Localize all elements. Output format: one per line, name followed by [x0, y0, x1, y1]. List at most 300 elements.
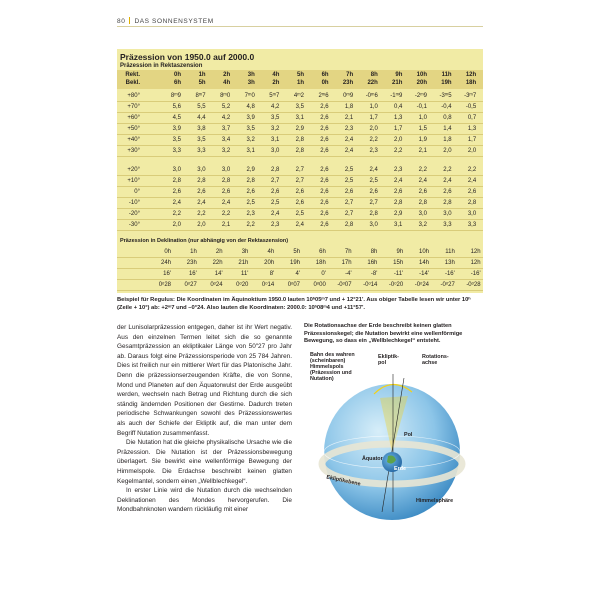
table-cell: 3,1: [271, 137, 280, 143]
declination-cell: 0': [321, 271, 326, 277]
table-cell: 3,0: [271, 148, 280, 154]
label-himmelsphaere: Himmelsphäre: [416, 498, 454, 504]
header-cell: 0h: [321, 80, 329, 86]
declination-cell: -0ᵒ24: [414, 282, 429, 288]
declination-cell: 14h: [418, 260, 429, 266]
header-cell: 7h: [346, 72, 354, 78]
header-cell: 4h: [223, 80, 231, 86]
row-divider: [117, 134, 483, 135]
declination-cell: 7h: [344, 249, 352, 255]
table-cell: 2,5: [295, 211, 304, 217]
table-cell: 3,1: [295, 115, 304, 121]
row-divider: [117, 279, 483, 280]
table-cell: 3,8: [197, 126, 206, 132]
table-caption: Beispiel für Regulus: Die Koordinaten im Äquinoktium 1950.0 lauten 10ʰ05ᵐ7 und + 12°21'. Aus obiger Tabelle lesen wir unter 10ʰ (Zeile + 10°) ab: +2ᵐ7 und –0°24. Also lauten die Koordinaten: 2000.0: 10ʰ08ᵐ4 und +11°57'.: [117, 297, 471, 311]
table-cell: 2,6: [320, 189, 329, 195]
table-cell: 8ᵐ0: [220, 93, 231, 99]
declination-cell: 20h: [264, 260, 275, 266]
table-cell: 3,0: [467, 211, 477, 217]
header-cell: 22h: [367, 80, 378, 86]
table-cell: 2,3: [369, 148, 378, 154]
table-cell: 2,8: [344, 222, 354, 228]
table-cell: 1,4: [443, 126, 452, 132]
table-cell: 4,5: [172, 115, 181, 121]
table-cell: 1,7: [394, 126, 403, 132]
declination-cell: 12h: [470, 249, 481, 255]
row-divider: [117, 101, 483, 102]
table-cell: 2,6: [320, 222, 329, 228]
declination-cell: 14': [214, 271, 223, 277]
table-cell: 2,4: [344, 148, 354, 154]
table-cell: -0,5: [465, 104, 477, 110]
table-cell: 5,2: [221, 104, 231, 110]
declination-cell: -0ᵒ28: [466, 282, 481, 288]
label-erde: Erde: [394, 466, 406, 472]
header-cell: 3h: [247, 72, 255, 78]
header-cell: 20h: [416, 80, 427, 86]
declination-cell: 16': [188, 271, 197, 277]
table-cell: 2,8: [246, 178, 255, 184]
declination-cell: 16h: [367, 260, 378, 266]
table-cell: 2,8: [271, 167, 280, 173]
row-label: 0°: [134, 189, 140, 195]
table-cell: 3,2: [246, 137, 255, 143]
table-cell: 2,2: [172, 211, 181, 217]
table-cell: 2,3: [271, 222, 280, 228]
table-cell: 0,4: [394, 104, 403, 110]
table-cell: 1,5: [418, 126, 427, 132]
section-title: DAS SONNENSYSTEM: [134, 18, 214, 25]
table-cell: 2,0: [394, 137, 403, 143]
declination-cell: -11': [393, 271, 404, 277]
header-cell: 2h: [223, 72, 231, 78]
table-cell: 2,5: [369, 178, 378, 184]
declination-cell: -0ᵒ20: [388, 282, 404, 288]
declination-cell: 0ᵒ00: [313, 282, 326, 288]
table-cell: 3,9: [246, 115, 255, 121]
declination-cell: 24h: [160, 260, 171, 266]
declination-cell: -0ᵒ07: [337, 282, 352, 288]
table-cell: 2,6: [221, 189, 231, 195]
header-cell: 11h: [441, 72, 452, 78]
table-cell: 1,3: [394, 115, 403, 121]
declination-cell: 0ᵒ14: [261, 282, 275, 288]
table-cell: 2,6: [320, 126, 329, 132]
header-cell: 19h: [441, 80, 452, 86]
table-row: [117, 177, 483, 186]
rekt-label: Rekt.: [125, 72, 140, 78]
row-label: -10°: [128, 200, 140, 206]
table-row: [117, 199, 483, 208]
table-cell: 2,6: [320, 148, 329, 154]
table-cell: 7ᵐ0: [244, 93, 255, 99]
table-row: [117, 147, 483, 156]
declination-cell: 11h: [445, 249, 455, 255]
table-cell: 2,3: [394, 167, 403, 173]
table-row: [117, 188, 483, 197]
table-cell: 3,7: [221, 126, 231, 132]
table-cell: 2,6: [172, 189, 181, 195]
declination-cell: -0ᵒ14: [363, 282, 378, 288]
row-divider: [117, 219, 483, 220]
table-cell: 1,0: [369, 104, 378, 110]
table-cell: -2ᵐ9: [414, 93, 427, 99]
table-cell: -3ᵐ5: [439, 93, 452, 99]
header-rule: [117, 26, 483, 27]
declination-cell: 21h: [238, 260, 249, 266]
table-cell: 3,2: [221, 148, 231, 154]
running-head: [117, 17, 214, 25]
table-cell: 3,0: [369, 222, 378, 228]
table-cell: 8ᵐ7: [195, 93, 206, 99]
row-label: -20°: [128, 211, 140, 217]
table-cell: 2,4: [418, 178, 427, 184]
header-cell: 5h: [198, 80, 206, 86]
table-cell: 2,6: [320, 167, 329, 173]
table-cell: 2,8: [467, 200, 477, 206]
row-divider: [117, 197, 483, 198]
table-cell: 2,6: [197, 189, 206, 195]
table-cell: 2,8: [221, 178, 231, 184]
table-cell: -3ᵐ7: [464, 93, 477, 99]
declination-cell: 5h: [293, 249, 300, 255]
table-cell: 2,1: [221, 222, 231, 228]
declination-cell: 15h: [393, 260, 404, 266]
table-row: [117, 136, 483, 145]
table-cell: 2,6: [295, 189, 304, 195]
table-cell: 3,5: [295, 104, 304, 110]
row-label: +60°: [127, 115, 140, 121]
table-cell: 3,2: [271, 126, 280, 132]
table-cell: 5ᵐ7: [269, 93, 280, 99]
label-rotationsachse: Rotations- achse: [422, 354, 449, 366]
row-label: +30°: [127, 148, 140, 154]
row-divider: [117, 268, 483, 269]
table-cell: -1ᵐ9: [390, 93, 403, 99]
declination-cell: -16': [470, 271, 481, 277]
declination-cell: 0ᵒ28: [158, 282, 171, 288]
table-cell: 3,1: [246, 148, 255, 154]
table-cell: 2,4: [295, 222, 304, 228]
table-cell: 2,3: [246, 211, 255, 217]
table-cell: 3,5: [246, 126, 255, 132]
header-cell: 3h: [247, 80, 255, 86]
table-cell: 2,2: [221, 211, 231, 217]
declination-cell: 1h: [190, 249, 197, 255]
declination-cell: 10h: [418, 249, 429, 255]
table-cell: 2,1: [418, 148, 427, 154]
table-cell: 2,6: [320, 200, 329, 206]
table-cell: 3,0: [418, 211, 427, 217]
header-cell: 12h: [465, 72, 477, 78]
header-cell: 23h: [342, 80, 354, 86]
table-cell: 2,6: [369, 189, 378, 195]
declination-row: [117, 281, 483, 290]
declination-cell: 0ᵒ20: [236, 282, 249, 288]
table-cell: 2,2: [197, 211, 206, 217]
table-cell: 3,1: [394, 222, 403, 228]
table-cell: 2,5: [246, 200, 255, 206]
row-divider: [117, 208, 483, 209]
declination-cell: 8h: [370, 249, 378, 255]
declination-cell: 19h: [289, 260, 300, 266]
table-cell: 3,4: [221, 137, 231, 143]
header-cell: 2h: [272, 80, 280, 86]
declination-cell: 8': [269, 271, 275, 277]
table-cell: 2,2: [369, 137, 378, 143]
header-cell: 8h: [370, 72, 378, 78]
table-cell: 4,2: [271, 104, 280, 110]
table-cell: 2,4: [443, 178, 452, 184]
declination-cell: 16': [163, 271, 171, 277]
table-cell: 2,9: [295, 126, 304, 132]
table-cell: 2,7: [369, 200, 378, 206]
row-label: +70°: [127, 104, 140, 110]
body-text: [117, 323, 292, 515]
header-cell: 21h: [392, 80, 403, 86]
table-cell: 4,8: [246, 104, 255, 110]
table-cell: 2,2: [467, 167, 477, 173]
declination-cell: 6h: [319, 249, 326, 255]
table-row: [117, 166, 483, 175]
declination-cell: 0ᵒ24: [210, 282, 223, 288]
table-cell: -0,1: [416, 104, 427, 110]
table-cell: 3,0: [172, 167, 181, 173]
row-divider: [117, 175, 483, 176]
table-cell: 3,3: [172, 148, 181, 154]
label-ekliptikebene: Ekliptikebene: [325, 474, 362, 488]
table-cell: 2,4: [271, 211, 280, 217]
table-cell: 1,3: [467, 126, 477, 132]
table-cell: 2,6: [295, 200, 304, 206]
table-cell: 2,9: [246, 167, 255, 173]
table-cell: 2,2: [394, 148, 403, 154]
table-cell: 3,5: [271, 115, 280, 121]
table-row: [117, 92, 483, 101]
table-cell: 2,7: [295, 178, 304, 184]
header-cell: 18h: [465, 80, 477, 86]
table-cell: 2,7: [344, 211, 354, 217]
declination-cell: 9h: [396, 249, 404, 255]
table-cell: 2,9: [394, 211, 403, 217]
row-label: +80°: [127, 93, 140, 99]
table-cell: 2,8: [295, 137, 304, 143]
row-label: +50°: [127, 126, 140, 132]
declination-row: [117, 248, 483, 257]
label-pol: Pol: [404, 432, 413, 438]
declination-row: [117, 259, 483, 268]
declination-cell: -14': [419, 271, 429, 277]
declination-cell: 4h: [267, 249, 275, 255]
table-cell: 3,9: [172, 126, 181, 132]
declination-cell: 22h: [212, 260, 223, 266]
table-cell: 2,6: [320, 104, 329, 110]
declination-cell: -8': [370, 271, 378, 277]
declination-cell: -16': [444, 271, 455, 277]
table-cell: 2,8: [295, 148, 304, 154]
declination-cell: 17h: [341, 260, 352, 266]
table-cell: 2,6: [320, 178, 329, 184]
table-cell: 3,3: [197, 148, 206, 154]
table-cell: 2,5: [344, 178, 354, 184]
label-ekliptikpol: Ekliptik- pol: [378, 354, 399, 366]
table-cell: 1,8: [344, 104, 354, 110]
table-cell: 2,6: [418, 189, 427, 195]
table-cell: 2,4: [467, 178, 477, 184]
table-cell: 2,2: [246, 222, 255, 228]
table-cell: 5,5: [197, 104, 206, 110]
row-divider: [117, 290, 483, 291]
table-cell: 1,7: [369, 115, 378, 121]
header-cell: 1h: [296, 80, 304, 86]
table-cell: 4ᵐ2: [293, 93, 304, 99]
declination-cell: 0ᵒ07: [287, 282, 300, 288]
label-bahn: Bahn des wahren (scheinbaren) Himmelspols (Präzession und Nutation): [310, 352, 355, 382]
table-cell: 2,1: [344, 115, 354, 121]
table-cell: 2,0: [467, 148, 477, 154]
declination-cell: 13h: [444, 260, 455, 266]
table-cell: 2,8: [369, 211, 378, 217]
figure-caption: Die Rotationsachse der Erde beschreibt keinen glatten Präzessionskegel; die Nutation bewirkt eine wellenförmige Bewegung, so dass ein „Wellblechkegel“ entsteht.: [304, 323, 463, 344]
table-cell: 2,4: [197, 200, 206, 206]
label-year: 2000: [408, 382, 420, 388]
nutation-figure: [300, 352, 482, 520]
header-cell: 10h: [416, 72, 427, 78]
table-header-row: [117, 79, 483, 88]
table-cell: 2,0: [172, 222, 181, 228]
table-cell: 2,4: [369, 167, 378, 173]
table-cell: 2,8: [172, 178, 181, 184]
table-cell: 2,8: [418, 200, 427, 206]
table-cell: 2,4: [221, 200, 231, 206]
table-cell: 3,0: [197, 167, 206, 173]
declination-cell: 18h: [315, 260, 326, 266]
row-divider: [117, 145, 483, 146]
declination-cell: 3h: [241, 249, 249, 255]
row-divider: [117, 230, 483, 231]
table-cell: 2,6: [320, 137, 329, 143]
table-cell: 2,7: [295, 167, 304, 173]
paragraph: der Lunisolarpräzession entgegen, daher ist ihr Wert negativ. Aus den einzelnen Termen leitet sich die so genannte Gesamtpräzession an ekliptikaler Länge von 50″27 pro Jahr ab. Daraus folgt eine Präzessionsperiode von 25 784 Jahren. Dies ist freilich nur ein mittlerer Wert für das Platonische Jahr. Denn die präzessionserzeugenden Kräfte, die von Sonne, Mond und Planeten auf den Äquatorwulst der Erde ausgeübt werden, wechseln nach Betrag und Richtung durch die sich ständig ändernden Positionen der Gestirne. Dadurch treten periodische Schwankungen sowohl des Präzessionswertes als auch der Schiefe der Ekliptik auf, die man unter dem Begriff Nutation zusammenfasst.: [117, 324, 292, 437]
table-cell: 2,4: [172, 200, 181, 206]
table-cell: 2,6: [246, 189, 255, 195]
table-title: Präzession von 1950.0 auf 2000.0: [120, 52, 255, 62]
table-cell: 3,5: [197, 137, 206, 143]
declination-cell: 12h: [470, 260, 481, 266]
row-divider: [117, 257, 483, 258]
table-cell: 0ᵐ9: [343, 93, 354, 99]
table-cell: 1,9: [418, 137, 427, 143]
table-cell: 1,8: [443, 137, 452, 143]
table-cell: 0,8: [443, 115, 452, 121]
table-cell: 3,2: [418, 222, 427, 228]
table-cell: 8ᵐ9: [170, 93, 181, 99]
table-cell: 3,5: [172, 137, 181, 143]
declination-cell: -4': [345, 271, 352, 277]
table-row: [117, 114, 483, 123]
table-row: [117, 125, 483, 134]
table-cell: 4,2: [221, 115, 231, 121]
table-cell: 2,8: [443, 200, 452, 206]
row-label: +20°: [127, 167, 140, 173]
row-label: -30°: [128, 222, 140, 228]
row-divider: [117, 186, 483, 187]
precession-table: [117, 49, 483, 293]
table-cell: -0,4: [441, 104, 452, 110]
table-cell: 3,0: [443, 211, 452, 217]
table-cell: 2,6: [394, 189, 403, 195]
header-cell: 9h: [395, 72, 403, 78]
declination-cell: 4': [295, 271, 300, 277]
table-cell: 2,5: [344, 167, 354, 173]
declination-cell: -0ᵒ27: [440, 282, 455, 288]
table-cell: 1,0: [418, 115, 427, 121]
table-cell: -0ᵐ6: [365, 93, 378, 99]
table-cell: 2,2: [443, 167, 452, 173]
table-cell: 0,7: [467, 115, 477, 121]
table-cell: 1,7: [467, 137, 477, 143]
declination-cell: 0h: [164, 249, 171, 255]
declination-cell: 11': [241, 271, 249, 277]
table-cell: 2,2: [418, 167, 427, 173]
declination-title: Präzession in Deklination (nur abhängig von der Rektaszension): [120, 238, 289, 244]
row-divider: [117, 123, 483, 124]
table-cell: 2,6: [320, 115, 329, 121]
table-cell: 2,0: [197, 222, 206, 228]
table-subtitle: Präzession in Rektaszension: [120, 63, 203, 69]
declination-cell: 0ᵒ27: [184, 282, 197, 288]
table-cell: 2,6: [344, 189, 354, 195]
paragraph: Die Nutation hat die gleiche physikalische Ursache wie die Präzession. Die Nutation ist der Präzessionsbewegung überlagert. Sie bewirkt eine wellenförmige Bewegung der Himmelspole. Die Erdachse beschreibt keinen glatten Kegelmantel, sondern einen „Wellblechkegel“.: [117, 439, 292, 485]
table-cell: 2,6: [271, 189, 280, 195]
declination-cell: 2h: [215, 249, 223, 255]
header-cell: 1h: [198, 72, 206, 78]
table-cell: 4,4: [197, 115, 206, 121]
table-cell: 3,3: [443, 222, 452, 228]
header-cell: 6h: [173, 80, 181, 86]
header-cell: 0h: [173, 72, 181, 78]
declination-cell: 23h: [186, 260, 197, 266]
table-cell: 2,6: [467, 189, 477, 195]
table-cell: 2ᵐ6: [318, 93, 329, 99]
table-cell: 2,0: [443, 148, 452, 154]
table-cell: 3,0: [221, 167, 231, 173]
table-row: [117, 210, 483, 219]
table-cell: 2,6: [320, 211, 329, 217]
table-cell: 2,8: [197, 178, 206, 184]
table-cell: 2,3: [344, 126, 354, 132]
table-cell: 5,6: [172, 104, 181, 110]
table-cell: 2,4: [394, 178, 403, 184]
header-cell: 5h: [296, 72, 304, 78]
header-cell: 6h: [321, 72, 329, 78]
paragraph: In erster Linie wird die Nutation durch die wechselnden Deklinationen des Mondes hervorgerufen. Die Mondbahnknoten wandern rückläufig mit einer: [117, 487, 292, 514]
table-row: [117, 103, 483, 112]
row-divider: [117, 112, 483, 113]
row-label: +40°: [127, 137, 140, 143]
table-cell: 3,3: [467, 222, 477, 228]
label-aequator: Äquator: [362, 456, 383, 462]
row-label: +10°: [127, 178, 140, 184]
table-row: [117, 221, 483, 230]
table-cell: 2,6: [443, 189, 452, 195]
page-number: 80: [117, 18, 126, 25]
table-cell: 2,7: [344, 200, 354, 206]
declination-row: [117, 270, 483, 279]
table-cell: 2,0: [369, 126, 378, 132]
header-cell: 4h: [272, 72, 280, 78]
row-divider: [117, 156, 483, 157]
